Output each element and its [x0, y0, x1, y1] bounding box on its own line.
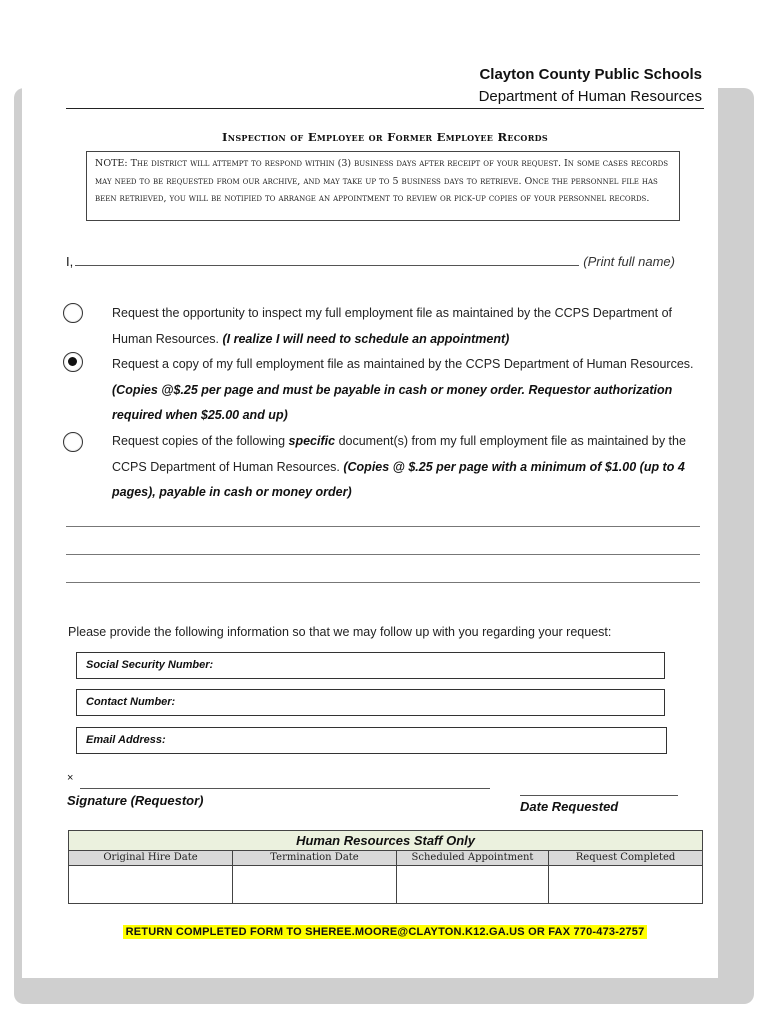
form-title: Inspection of Employee or Former Employee Records — [222, 130, 548, 144]
option-copy-full-note: (Copies @$.25 per page and must be payable in cash or money order. Requestor authorization required when $25.00 and up) — [112, 382, 673, 422]
full-name-input[interactable] — [75, 255, 579, 266]
option-copy-full-radio[interactable] — [63, 352, 83, 372]
ssn-label: Social Security Number: — [86, 659, 214, 671]
school-name: Clayton County Public Schools — [479, 66, 702, 83]
option-inspect-text — [112, 301, 704, 352]
radio-selected-dot — [68, 357, 77, 366]
email-label: Email Address: — [86, 734, 166, 746]
documents-line-3[interactable] — [66, 582, 700, 583]
signature-mark: × — [67, 772, 74, 784]
contact-number-label: Contact Number: — [86, 696, 176, 708]
option-copy-specific-radio[interactable] — [63, 432, 83, 452]
option-inspect-radio[interactable] — [63, 303, 83, 323]
option-copy-full-label: Request a copy of my full employment file as maintained by the CCPS Department of Human Resources. — [112, 357, 694, 371]
scheduled-appointment-cell[interactable] — [397, 866, 549, 904]
col-original-hire-date: Original Hire Date — [69, 851, 233, 866]
contact-number-field[interactable] — [76, 689, 665, 716]
documents-line-2[interactable] — [66, 554, 700, 555]
signature-label: Signature (Requestor) — [67, 793, 204, 808]
return-instruction — [0, 922, 770, 940]
termination-date-cell[interactable] — [233, 866, 397, 904]
hr-table-title: Human Resources Staff Only — [69, 831, 703, 851]
option-copy-specific-note: (Copies @ $.25 per page with a minimum of $1.00 (up to 4 pages), payable in cash or money order) — [112, 459, 685, 499]
original-hire-date-cell[interactable] — [69, 866, 233, 904]
col-termination-date: Termination Date — [233, 851, 397, 866]
option-inspect-label: Request the opportunity to inspect my full employment file as maintained by the CCPS Department of Human Resources. — [112, 306, 673, 346]
option-copy-specific-text — [112, 429, 704, 506]
hr-staff-table — [68, 830, 703, 904]
option-copy-specific-label-before: Request copies of the following — [112, 434, 286, 448]
provide-info-text: Please provide the following information so that we may follow up with you regarding your request: — [68, 625, 612, 639]
email-field[interactable] — [76, 727, 667, 754]
ssn-field[interactable] — [76, 652, 665, 679]
documents-line-1[interactable] — [66, 526, 700, 527]
note-box: NOTE: The district will attempt to respond within (3) business days after receipt of your request. In some cases records may need to be requested from our archive, and may take up to 5 business days to retrieve. Once the personnel file has been retrieved, you will be notified to arrange an appointment to review or pick-up copies of your personnel records. — [86, 151, 680, 221]
header-divider — [66, 108, 704, 109]
date-requested-label: Date Requested — [520, 799, 619, 814]
option-copy-specific-keyword: specific — [288, 434, 336, 448]
signature-line[interactable] — [80, 788, 490, 789]
name-prefix: I, — [66, 254, 74, 269]
col-scheduled-appointment: Scheduled Appointment — [397, 851, 549, 866]
department-name: Department of Human Resources — [478, 88, 702, 105]
option-copy-full-text — [112, 352, 704, 429]
name-line — [66, 254, 706, 269]
return-instruction-text: RETURN COMPLETED FORM TO SHEREE.MOORE@CLAYTON.K12.GA.US OR FAX 770-473-2757 — [123, 925, 648, 939]
date-requested-line[interactable] — [520, 795, 678, 796]
option-inspect-note: (I realize I will need to schedule an appointment) — [222, 331, 510, 346]
option-copy-specific-label-after: document(s) from my full employment file as maintained by the CCPS Department of Human Resources. — [112, 434, 686, 474]
request-completed-cell[interactable] — [549, 866, 703, 904]
col-request-completed: Request Completed — [549, 851, 703, 866]
name-hint: (Print full name) — [583, 254, 675, 269]
